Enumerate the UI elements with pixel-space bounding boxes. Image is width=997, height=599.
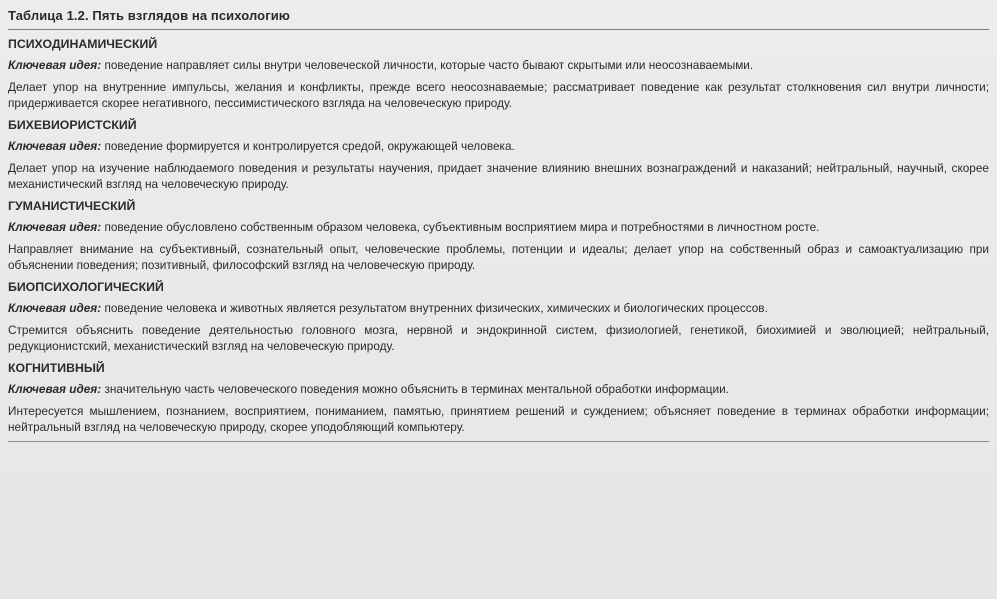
section-description: Делает упор на изучение наблюдаемого поведения и результаты научения, придает значение влиянию внешних вознаграждений и наказаний; нейтральный, научный, скорее механистический взгляд на человеческую природу. [8, 161, 989, 191]
key-idea [8, 57, 989, 73]
section-cognitive [8, 359, 989, 435]
key-idea-label: Ключевая идея: [8, 301, 102, 315]
section-psychodynamic [8, 35, 989, 111]
bottom-divider [8, 441, 989, 442]
key-idea-text: поведение направляет силы внутри человеческой личности, которые часто бывают скрытыми или неосознаваемыми. [104, 58, 754, 72]
section-behaviorist [8, 116, 989, 192]
key-idea [8, 381, 989, 397]
key-idea-text: поведение формируется и контролируется средой, окружающей человека. [104, 139, 515, 153]
key-idea-label: Ключевая идея: [8, 139, 102, 153]
section-heading: ГУМАНИСТИЧЕСКИЙ [8, 199, 136, 213]
section-description: Делает упор на внутренние импульсы, желания и конфликты, прежде всего неосознаваемые; рассматривает поведение как результат столкновения сил внутри личности; придерживается скорее негативного, пессимистического взгляда на человеческую природу. [8, 80, 989, 110]
title-divider [8, 29, 989, 30]
section-description: Направляет внимание на субъективный, сознательный опыт, человеческие проблемы, потенции и идеалы; делает упор на собственный образ и самоактуализацию при объяснении поведения; позитивный, философский взгляд на человеческую природу. [8, 242, 989, 272]
key-idea-label: Ключевая идея: [8, 220, 102, 234]
key-idea-label: Ключевая идея: [8, 58, 102, 72]
table-title: Таблица 1.2. Пять взглядов на психологию [8, 8, 291, 23]
key-idea-text: поведение обусловлено собственным образом человека, субъективным восприятием мира и потребностями в личностном росте. [104, 220, 820, 234]
key-idea [8, 219, 989, 235]
key-idea [8, 138, 989, 154]
section-description: Интересуется мышлением, познанием, восприятием, пониманием, памятью, принятием решений и суждением; объясняет поведение в терминах обработки информации; нейтральный взгляд на человеческую природу, скорее уподобляющий компьютеру. [8, 404, 989, 434]
section-heading: КОГНИТИВНЫЙ [8, 361, 105, 375]
key-idea-text: поведение человека и животных является результатом внутренних физических, химических и биологических процессов. [104, 301, 768, 315]
section-heading: БИХЕВИОРИСТСКИЙ [8, 118, 137, 132]
section-heading: ПСИХОДИНАМИЧЕСКИЙ [8, 37, 158, 51]
section-heading: БИОПСИХОЛОГИЧЕСКИЙ [8, 280, 164, 294]
key-idea [8, 300, 989, 316]
section-humanistic [8, 197, 989, 273]
key-idea-text: значительную часть человеческого поведения можно объяснить в терминах ментальной обработки информации. [104, 382, 729, 396]
section-description: Стремится объяснить поведение деятельностью головного мозга, нервной и эндокринной систем, физиологией, генетикой, биохимией и эволюцией; нейтральный, редукционистский, механистический взгляд на человеческую природу. [8, 323, 989, 353]
key-idea-label: Ключевая идея: [8, 382, 102, 396]
section-biopsychological [8, 278, 989, 354]
